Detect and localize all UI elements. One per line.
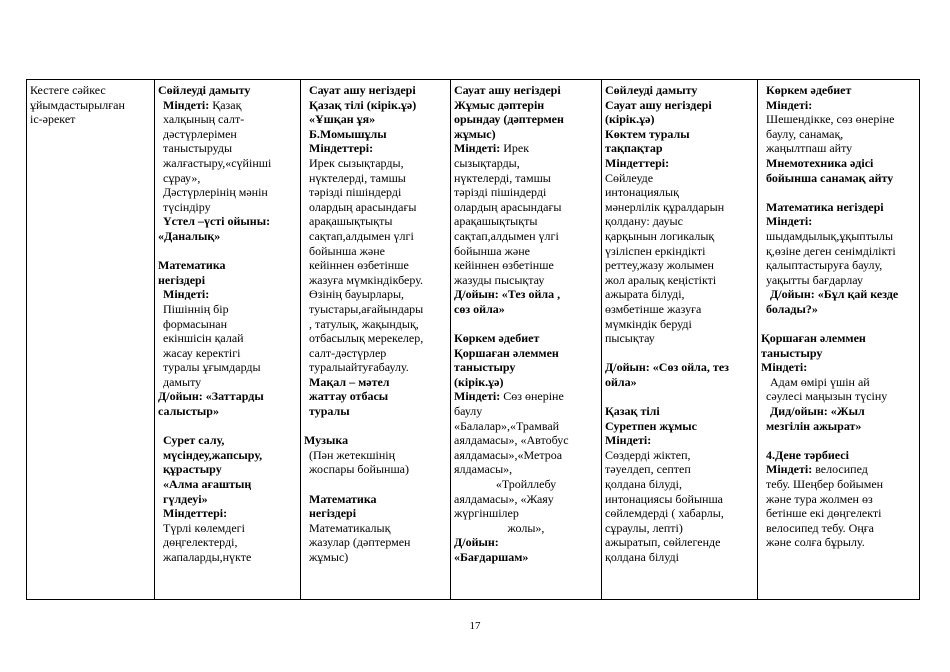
- table-cell-day-4: [602, 80, 758, 600]
- cell-text-line: нүктелерді, тамшы: [454, 170, 551, 185]
- cell-text-line: ялдамасы»,: [454, 462, 513, 477]
- cell-text-line: тәуелдеп, септеп: [605, 462, 691, 477]
- cell-text-line: кейіннен өзбетінше: [309, 258, 409, 273]
- blank-line: [304, 477, 447, 492]
- cell-text-line: Музыка: [304, 433, 349, 448]
- table-cell-day-5: [758, 80, 920, 600]
- cell-text-line: мүмкіндік беруді: [605, 316, 692, 331]
- cell-text-line: таныстыру: [454, 360, 516, 375]
- cell-text-line: Б.Момышұлы: [309, 126, 387, 141]
- cell-text-line: Міндеті:: [766, 214, 813, 229]
- cell-text-line: сұраулы, лепті): [605, 520, 683, 535]
- cell-text-line: қолдана білуді: [605, 550, 679, 564]
- cell-text-line: гүлдеуі»: [163, 491, 208, 506]
- cell-text-line: уақытты бағдарлау: [766, 272, 863, 287]
- cell-text-line: 4.Дене тәрбиесі: [766, 447, 849, 462]
- cell-text-line: қ,өзіне деген сенімділікті: [766, 243, 896, 258]
- cell-text-line: туыстары,ағайындары: [309, 301, 424, 316]
- cell-text-line: Ирек сызықтарды,: [309, 155, 404, 170]
- cell-text-line: жалғастыру,«сүйінші: [163, 155, 272, 170]
- cell-text-line: Пішіннің бір: [163, 301, 229, 316]
- cell-text-line: жоспары бойынша): [309, 462, 410, 477]
- cell-text-line: тәрізді пішіндерді: [454, 185, 547, 200]
- cell-text-line: аялдамасы», «Автобус: [454, 433, 569, 448]
- cell-text-line: Түрлі көлемдегі: [163, 520, 245, 535]
- cell-text-line: мәнерлілік құралдарын: [605, 199, 725, 214]
- cell-text-line: Мақал – мәтел: [309, 374, 390, 389]
- cell-text-line: Міндеті: велосипед: [766, 462, 868, 477]
- cell-text-line: Кестеге сәйкес: [30, 83, 106, 97]
- cell-text-line: кейіннен өзбетінше: [454, 258, 554, 273]
- cell-text-line: аялдамасы», «Жаяу: [454, 491, 554, 506]
- cell-text-line: Міндеттері:: [163, 506, 228, 521]
- cell-text-line: бетінше екі дөңгелекті: [766, 506, 882, 521]
- cell-text-line: сөйлемдерді ( хабарлы,: [605, 506, 724, 521]
- cell-text-line: жасау керектігі: [163, 345, 241, 360]
- cell-text-line: Мнемотехника әдісі: [766, 155, 874, 170]
- cell-text-line: , татулық, жақындық,: [309, 316, 419, 331]
- blank-line: [761, 185, 916, 200]
- cell-text-line: сәулесі маңызын түсіну: [766, 389, 888, 404]
- blank-line: [304, 419, 447, 434]
- cell-text-line: (Пән жетекшінің: [309, 447, 396, 462]
- cell-text-line: ұйымдастырылған: [30, 97, 125, 112]
- cell-text-line: интонациясы бойынша: [605, 491, 724, 506]
- cell-text-line: бойынша және: [309, 243, 385, 258]
- cell-text-line: Математика: [309, 491, 377, 506]
- cell-text-line: Міндеті:: [761, 360, 808, 375]
- cell-text-line: Сөздерді жіктеп,: [605, 447, 691, 462]
- blank-line: [454, 317, 598, 332]
- cell-text-line: туралы: [309, 404, 350, 419]
- cell-text-line: қолдана білуді,: [605, 477, 682, 492]
- cell-text-line: қолдану: дауыс: [605, 214, 683, 229]
- cell-text-line: Д/ойын: «Тез ойла ,: [454, 287, 561, 302]
- cell-text-line: жол аралық кеңістікті: [605, 272, 717, 287]
- cell-text-line: дәстүрлерімен: [163, 126, 237, 141]
- cell-text-line: құрастыру: [163, 462, 222, 477]
- cell-text-line: арақашықтықты: [454, 214, 538, 229]
- cell-text-line: Міндеті:: [163, 287, 210, 302]
- cell-text-line: және солға бұрылу.: [766, 535, 865, 550]
- blank-line: [761, 317, 916, 332]
- cell-text-line: Сөйлеуді дамыту: [158, 83, 251, 97]
- cell-text-line: екіншісін қалай: [163, 331, 244, 346]
- cell-text-line: бойынша және: [454, 243, 530, 258]
- cell-text-line: Сурет салу,: [163, 433, 225, 448]
- cell-text-line: жаңылтпаш айту: [766, 141, 853, 156]
- cell-text-line: олардың арасындағы: [454, 199, 562, 214]
- cell-text-line: интонациялық: [605, 185, 679, 200]
- cell-text-line: Д/ойын:: [454, 535, 499, 550]
- page-number: 17: [469, 620, 481, 632]
- cell-text-line: арақашықтықты: [309, 214, 393, 229]
- cell-text-line: Қоршаған әлеммен: [454, 345, 559, 360]
- cell-text-line: Математика негіздері: [766, 199, 884, 214]
- cell-text-line: тебу. Шеңбер бойымен: [766, 477, 884, 492]
- cell-text-line: жұмыс): [309, 550, 349, 564]
- blank-line: [158, 244, 297, 259]
- cell-text-line: Сөйлеуді дамыту: [605, 83, 698, 97]
- cell-text-line: сақтап,алдымен үлгі: [309, 228, 414, 243]
- cell-text-line: олардың арасындағы: [309, 199, 417, 214]
- cell-text-line: Көктем туралы: [605, 126, 690, 141]
- cell-text-line: (кірік.ұә): [605, 112, 655, 127]
- cell-text-line: салыстыр»: [158, 404, 219, 419]
- cell-text-line: Міндеті: Қазақ: [163, 97, 242, 112]
- table-cell-day-1: [155, 80, 301, 600]
- cell-text-line: қалыптастыруға баулу,: [766, 258, 883, 273]
- cell-text-line: орындау (дәптермен: [454, 112, 564, 127]
- cell-text-line: Міндеттері:: [605, 155, 670, 170]
- cell-text-line: отбасылық мерекелер,: [309, 331, 424, 346]
- cell-text-line: жазулар (дәптермен: [309, 535, 411, 550]
- cell-text-line: Суретпен жұмыс: [605, 418, 697, 433]
- cell-text-line: баулу: [454, 404, 483, 419]
- cell-text-line: Жұмыс дәптерін: [454, 97, 545, 112]
- table-cell-day-3: [451, 80, 602, 600]
- cell-text-line: Сауат ашу негіздері: [309, 83, 416, 97]
- cell-text-line: аялдамасы»,«Метроа: [454, 447, 563, 462]
- cell-text-line: сызықтарды,: [454, 155, 520, 170]
- cell-text-line: Адам өмірі үшін ай: [770, 374, 870, 389]
- cell-text-line: таныстыру: [761, 345, 823, 360]
- cell-text-line: Д/ойын: «Сөз ойла, тез: [605, 360, 729, 375]
- cell-text-line: түсіндіру: [163, 199, 211, 214]
- cell-text-line: Міндеті:: [766, 97, 813, 112]
- plan-table: [26, 79, 920, 600]
- cell-text-line: Сөйлеуде: [605, 170, 654, 185]
- cell-text-line: Міндеті: Ирек: [454, 141, 530, 156]
- cell-text-line: жұмыс): [454, 126, 496, 141]
- cell-text-line: жазуды пысықтау: [454, 272, 545, 287]
- cell-text-line: мезгілін ажырат»: [766, 418, 862, 433]
- cell-text-line: жүргіншілер: [454, 506, 519, 521]
- cell-text-line: нүктелерді, тамшы: [309, 170, 406, 185]
- cell-text-line: Д/ойын: «Заттарды: [158, 389, 264, 404]
- cell-text-line: негіздері: [158, 272, 206, 287]
- cell-text-line: Қазақ тілі (кірік.ұә): [309, 97, 417, 112]
- cell-text-line: жаттау отбасы: [309, 389, 389, 404]
- cell-text-line: Сауат ашу негіздері: [605, 97, 712, 112]
- cell-text-line: халқының салт-: [163, 112, 245, 127]
- table-row: [27, 80, 920, 600]
- cell-text-line: «Тройллебу: [495, 477, 557, 492]
- cell-text-line: дөңгелектерді,: [163, 535, 238, 550]
- cell-text-line: Үстел –үсті ойыны:: [163, 214, 271, 229]
- cell-text-line: Міндеті:: [605, 433, 652, 448]
- blank-line: [761, 433, 916, 448]
- cell-text-line: қарқынын логикалық: [605, 228, 715, 243]
- cell-text-line: «Алма ағаштың: [163, 477, 252, 492]
- cell-text-line: болады?»: [766, 301, 818, 316]
- cell-text-line: туралы ұғымдарды: [163, 360, 261, 375]
- cell-text-line: тәрізді пішіндерді: [309, 185, 402, 200]
- cell-text-line: Д/ойын: «Бұл қай кезде: [770, 287, 899, 302]
- cell-text-line: Сауат ашу негіздері: [454, 83, 561, 97]
- cell-text-line: Шешендікке, сөз өнеріне: [766, 112, 895, 127]
- cell-text-line: тақпақтар: [605, 141, 663, 156]
- cell-text-line: Міндеті: Сөз өнеріне: [454, 389, 564, 404]
- cell-text-line: «Даналық»: [158, 228, 221, 243]
- cell-text-line: «Балалар»,«Трамвай: [454, 418, 560, 433]
- cell-text-line: Көркем әдебиет: [454, 331, 540, 346]
- cell-text-line: бойынша санамақ айту: [766, 170, 894, 185]
- cell-text-line: сұрау»,: [163, 170, 201, 185]
- cell-text-line: жолы»,: [507, 520, 545, 535]
- cell-text-line: таныстыруды: [163, 141, 233, 156]
- cell-text-line: (кірік.ұә): [454, 374, 504, 389]
- cell-text-line: Көркем әдебиет: [766, 83, 852, 97]
- blank-line: [158, 419, 297, 434]
- cell-text-line: өзмбетінше жазуға: [605, 301, 702, 316]
- row-header-cell: [27, 80, 155, 600]
- cell-text-line: ажыратып, сөйлегенде: [605, 535, 721, 550]
- cell-text-line: және тура жолмен өз: [766, 491, 873, 506]
- cell-text-line: дамыту: [163, 374, 202, 389]
- table-cell-day-2: [301, 80, 451, 600]
- cell-text-line: Дәстүрлерінің мәнін: [163, 185, 268, 200]
- cell-text-line: негіздері: [309, 506, 357, 521]
- blank-line: [605, 346, 754, 361]
- cell-text-line: велосипед тебу. Оңға: [766, 520, 875, 535]
- cell-text-line: туралыайтуғабаулу.: [309, 360, 409, 375]
- cell-text-line: реттеу,жазу жолымен: [605, 258, 714, 273]
- cell-text-line: жапаларды,нүкте: [163, 550, 252, 564]
- cell-text-line: Қазақ тілі: [605, 404, 660, 419]
- cell-text-line: Өзінің бауырлары,: [309, 287, 405, 302]
- cell-text-line: шыдамдылық,ұқыптылы: [766, 228, 894, 243]
- cell-text-line: ойла»: [605, 374, 637, 389]
- cell-text-line: сөз ойла»: [454, 301, 505, 316]
- cell-text-line: Математика: [158, 258, 226, 273]
- cell-text-line: сақтап,алдымен үлгі: [454, 228, 559, 243]
- cell-text-line: Қоршаған әлеммен: [761, 331, 866, 346]
- cell-text-line: жазуға мүмкіндікберу.: [309, 272, 424, 287]
- cell-text-line: формасынан: [163, 316, 227, 331]
- cell-text-line: «Ұшқан ұя»: [309, 112, 376, 127]
- blank-line: [605, 389, 754, 404]
- cell-text-line: Дид/ойын: «Жыл: [770, 404, 865, 419]
- cell-text-line: «Бағдаршам»: [454, 550, 529, 564]
- cell-text-line: пысықтау: [605, 331, 655, 346]
- cell-text-line: салт-дәстүрлер: [309, 345, 387, 360]
- cell-text-line: Математикалық: [309, 520, 391, 535]
- cell-text-line: үзіліспен еркіндікті: [605, 243, 706, 258]
- cell-text-line: Міндеттері:: [309, 141, 374, 156]
- cell-text-line: баулу, санамақ,: [766, 126, 844, 141]
- cell-text-line: мүсіндеу,жапсыру,: [163, 447, 263, 462]
- cell-text-line: ажырата білуді,: [605, 287, 685, 302]
- cell-text-line: іс-әрекет: [30, 112, 76, 127]
